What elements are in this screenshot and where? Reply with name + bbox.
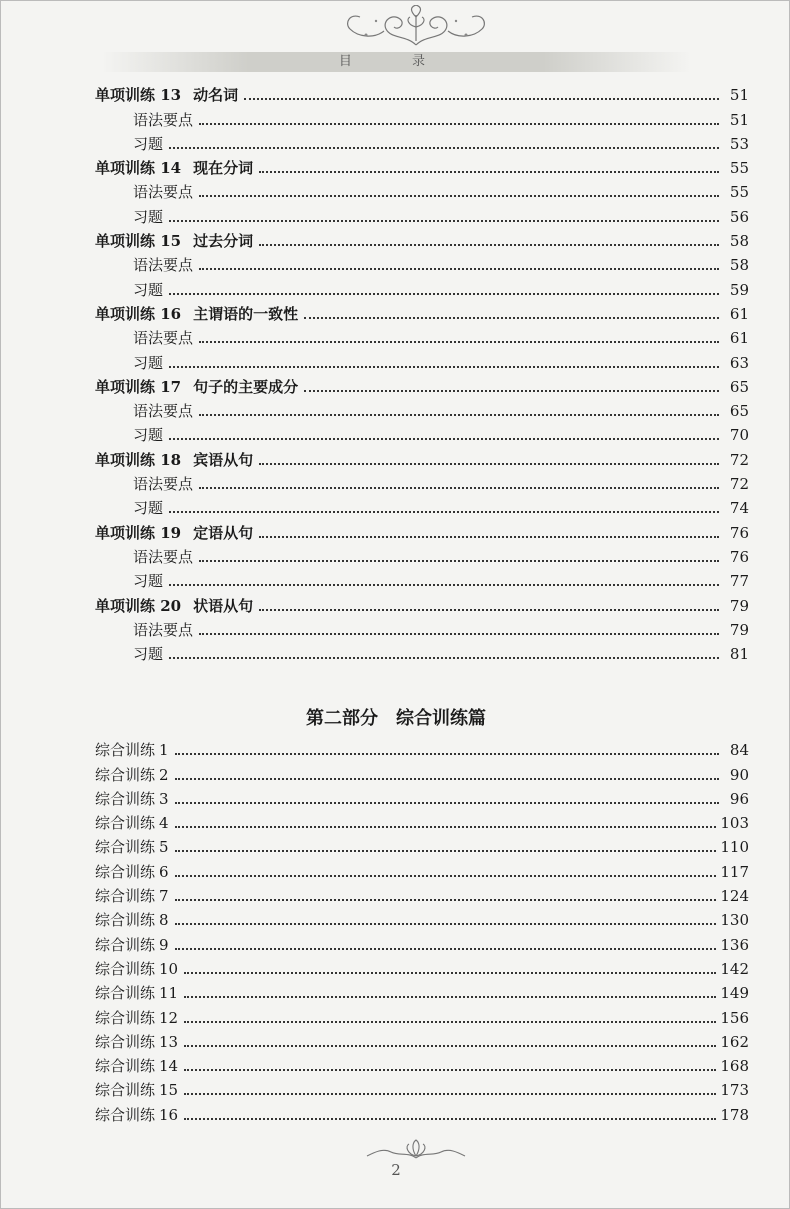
entry-label <box>95 765 169 785</box>
dot-leader <box>304 389 719 392</box>
entry-label <box>95 182 193 202</box>
dot-leader <box>184 971 716 974</box>
entry-title: 语法要点 <box>133 256 194 275</box>
toc-sub-row[interactable] <box>95 202 749 226</box>
dot-leader <box>184 995 716 998</box>
entry-label <box>95 498 163 518</box>
entry-number: 8 <box>159 911 169 930</box>
entry-number: 16 <box>159 1105 179 1124</box>
entry-label <box>95 158 253 178</box>
dot-leader <box>259 535 719 538</box>
entry-title: 语法要点 <box>133 620 194 639</box>
page-ref: 58 <box>729 232 749 251</box>
entry-label <box>95 377 298 397</box>
entry-label <box>95 401 193 421</box>
dot-leader <box>169 365 719 368</box>
page-ref: 65 <box>729 402 749 421</box>
entry-label <box>95 837 169 857</box>
entry-label <box>95 523 253 543</box>
entry-title: 过去分词 <box>193 232 254 251</box>
toc-unit-row[interactable] <box>95 518 749 542</box>
entry-label <box>95 547 193 567</box>
toc-sub-row[interactable] <box>95 348 749 372</box>
toc-sub-row[interactable] <box>95 397 749 421</box>
entry-label <box>95 862 169 882</box>
entry-number: 13 <box>159 1032 179 1051</box>
entry-number: 14 <box>159 1057 179 1076</box>
entry-prefix: 综合训练 <box>95 1032 156 1051</box>
dot-leader <box>175 874 717 877</box>
page-ref: 53 <box>729 134 749 153</box>
entry-label <box>95 425 163 445</box>
toc-sub-row[interactable] <box>95 105 749 129</box>
entry-number: 7 <box>159 887 169 906</box>
dot-leader <box>175 898 717 901</box>
entry-prefix: 综合训练 <box>95 862 156 881</box>
toc-comprehensive-row[interactable] <box>95 1028 749 1052</box>
toc-comprehensive-row[interactable] <box>95 1100 749 1124</box>
toc-comprehensive-row[interactable] <box>95 833 749 857</box>
entry-number: 10 <box>159 959 179 978</box>
dot-leader <box>175 801 719 804</box>
entry-label <box>95 935 169 955</box>
entry-prefix: 单项训练 <box>95 596 156 615</box>
toc-comprehensive-row[interactable] <box>95 1052 749 1076</box>
entry-title: 主谓语的一致性 <box>193 304 299 323</box>
entry-number: 13 <box>160 86 182 105</box>
entry-number: 19 <box>160 523 182 542</box>
entry-number: 20 <box>160 596 182 615</box>
entry-number: 6 <box>159 862 169 881</box>
entry-number: 4 <box>159 814 169 833</box>
entry-prefix: 综合训练 <box>95 741 156 760</box>
entry-title: 语法要点 <box>133 547 194 566</box>
page-ref: 173 <box>720 1081 749 1100</box>
entry-prefix: 综合训练 <box>95 814 156 833</box>
entry-prefix: 综合训练 <box>95 1057 156 1076</box>
page-ref: 149 <box>720 984 749 1003</box>
page-ref: 178 <box>720 1105 749 1124</box>
dot-leader <box>199 267 719 270</box>
dot-leader <box>175 777 719 780</box>
entry-label <box>95 353 163 373</box>
entry-label <box>95 983 178 1003</box>
entry-title: 习题 <box>133 207 164 226</box>
page-ref: 61 <box>729 329 749 348</box>
entry-label <box>95 886 169 906</box>
toc-sub-row[interactable] <box>95 616 749 640</box>
floral-scroll-ornament-icon <box>336 5 496 49</box>
toc-sub-row[interactable] <box>95 251 749 275</box>
entry-label <box>95 207 163 227</box>
entry-title: 习题 <box>133 645 164 664</box>
dot-leader <box>199 122 719 125</box>
page-ref: 56 <box>729 207 749 226</box>
dot-leader <box>199 486 719 489</box>
page-number: 2 <box>391 1161 401 1179</box>
dot-leader <box>175 825 717 828</box>
entry-title: 句子的主要成分 <box>193 377 299 396</box>
entry-title: 语法要点 <box>133 402 194 421</box>
toc-comprehensive-row[interactable] <box>95 882 749 906</box>
toc-unit-row[interactable] <box>95 300 749 324</box>
toc-unit-row[interactable] <box>95 591 749 615</box>
page-ref: 51 <box>729 110 749 129</box>
entry-number: 1 <box>159 741 169 760</box>
page-ref: 55 <box>729 159 749 178</box>
entry-label <box>95 813 169 833</box>
page-ref: 79 <box>729 596 749 615</box>
dot-leader <box>199 559 719 562</box>
toc-comprehensive-row[interactable] <box>95 979 749 1003</box>
entry-number: 15 <box>160 232 182 251</box>
toc-sub-row[interactable] <box>95 130 749 154</box>
dot-leader <box>169 146 719 149</box>
entry-prefix: 综合训练 <box>95 984 156 1003</box>
dot-leader <box>199 413 719 416</box>
toc-sub-row[interactable] <box>95 275 749 299</box>
dot-leader <box>199 632 719 635</box>
entry-title: 现在分词 <box>193 159 254 178</box>
entry-prefix: 单项训练 <box>95 523 156 542</box>
entry-title: 习题 <box>133 499 164 518</box>
page-ref: 74 <box>729 499 749 518</box>
toc-comprehensive-row[interactable] <box>95 1003 749 1027</box>
page-ref: 76 <box>729 523 749 542</box>
entry-label <box>95 450 253 470</box>
dot-leader <box>184 1020 716 1023</box>
dot-leader <box>169 510 719 513</box>
page-ref: 65 <box>729 377 749 396</box>
entry-number: 11 <box>159 984 179 1003</box>
dot-leader <box>199 340 719 343</box>
page-ref: 168 <box>720 1057 749 1076</box>
toc-sub-row[interactable] <box>95 421 749 445</box>
entry-prefix: 单项训练 <box>95 159 156 178</box>
page-ref: 79 <box>729 620 749 639</box>
toc-comprehensive-row[interactable] <box>95 906 749 930</box>
toc-sub-row[interactable] <box>95 494 749 518</box>
page-ref: 51 <box>729 86 749 105</box>
page-ref: 124 <box>720 887 749 906</box>
entry-title: 习题 <box>133 426 164 445</box>
entry-title: 语法要点 <box>133 183 194 202</box>
entry-prefix: 单项训练 <box>95 450 156 469</box>
entry-label <box>95 110 193 130</box>
page-ref: 59 <box>729 280 749 299</box>
toc-sub-row[interactable] <box>95 470 749 494</box>
page-ref: 110 <box>720 838 749 857</box>
entry-label <box>95 789 169 809</box>
toc-unit-row[interactable] <box>95 81 749 105</box>
entry-label <box>95 740 169 760</box>
dot-leader <box>259 462 719 465</box>
page-ref: 103 <box>720 814 749 833</box>
entry-number: 3 <box>159 789 169 808</box>
dot-leader <box>175 922 717 925</box>
entry-title: 语法要点 <box>133 110 194 129</box>
entry-prefix: 综合训练 <box>95 1105 156 1124</box>
dot-leader <box>199 194 719 197</box>
dot-leader <box>184 1117 716 1120</box>
page-ref: 76 <box>729 547 749 566</box>
entry-prefix: 综合训练 <box>95 959 156 978</box>
page-ref: 142 <box>720 959 749 978</box>
entry-prefix: 单项训练 <box>95 232 156 251</box>
entry-label <box>95 644 163 664</box>
entry-title: 习题 <box>133 280 164 299</box>
entry-title: 动名词 <box>193 86 239 105</box>
page-ref: 162 <box>720 1032 749 1051</box>
part-heading: 第二部分 综合训练篇 <box>306 708 486 729</box>
dot-leader <box>169 292 719 295</box>
page-ref: 156 <box>720 1008 749 1027</box>
entry-title: 语法要点 <box>133 475 194 494</box>
entry-number: 15 <box>159 1081 179 1100</box>
entry-label <box>95 328 193 348</box>
entry-title: 习题 <box>133 353 164 372</box>
entry-title: 语法要点 <box>133 329 194 348</box>
page-ref: 84 <box>729 741 749 760</box>
entry-number: 9 <box>159 935 169 954</box>
entry-number: 2 <box>159 765 169 784</box>
toc-comprehensive-row[interactable] <box>95 809 749 833</box>
toc-sub-row[interactable] <box>95 640 749 664</box>
page-ref: 55 <box>729 183 749 202</box>
entry-label <box>95 959 178 979</box>
page-ref: 72 <box>729 475 749 494</box>
entry-number: 12 <box>159 1008 179 1027</box>
entry-label <box>95 1056 178 1076</box>
page-ref: 136 <box>720 935 749 954</box>
dot-leader <box>259 243 719 246</box>
dot-leader <box>259 608 719 611</box>
toc-sub-row[interactable] <box>95 567 749 591</box>
entry-label <box>95 1032 178 1052</box>
entry-label <box>95 255 193 275</box>
entry-label <box>95 1080 178 1100</box>
dot-leader <box>169 656 719 659</box>
entry-label <box>95 280 163 300</box>
dot-leader <box>169 219 719 222</box>
toc-part-2 <box>95 736 749 1125</box>
page-ref: 96 <box>729 789 749 808</box>
page-ref: 72 <box>729 450 749 469</box>
toc-part-1 <box>95 81 749 664</box>
entry-title: 习题 <box>133 134 164 153</box>
toc-comprehensive-row[interactable] <box>95 930 749 954</box>
entry-prefix: 综合训练 <box>95 1008 156 1027</box>
toc-comprehensive-row[interactable] <box>95 955 749 979</box>
toc-sub-row[interactable] <box>95 543 749 567</box>
toc-comprehensive-row[interactable] <box>95 785 749 809</box>
toc-comprehensive-row[interactable] <box>95 760 749 784</box>
entry-label <box>95 910 169 930</box>
toc-unit-row[interactable] <box>95 154 749 178</box>
dot-leader <box>244 97 719 100</box>
entry-number: 14 <box>160 159 182 178</box>
entry-title: 习题 <box>133 572 164 591</box>
entry-number: 5 <box>159 838 169 857</box>
dot-leader <box>169 583 719 586</box>
page-ref: 63 <box>729 353 749 372</box>
toc-unit-row[interactable] <box>95 445 749 469</box>
entry-label <box>95 620 193 640</box>
page-ref: 130 <box>720 911 749 930</box>
dot-leader <box>184 1068 716 1071</box>
entry-label <box>95 134 163 154</box>
entry-prefix: 综合训练 <box>95 789 156 808</box>
entry-label <box>95 1105 178 1125</box>
entry-prefix: 综合训练 <box>95 838 156 857</box>
toc-sub-row[interactable] <box>95 178 749 202</box>
entry-prefix: 单项训练 <box>95 86 156 105</box>
entry-label <box>95 1008 178 1028</box>
dot-leader <box>175 947 717 950</box>
entry-label <box>95 304 298 324</box>
dot-leader <box>169 437 719 440</box>
toc-comprehensive-row[interactable] <box>95 857 749 881</box>
entry-label <box>95 571 163 591</box>
entry-number: 17 <box>160 377 182 396</box>
dot-leader <box>304 316 719 319</box>
entry-prefix: 单项训练 <box>95 304 156 323</box>
entry-prefix: 综合训练 <box>95 1081 156 1100</box>
dot-leader <box>259 170 719 173</box>
dot-leader <box>184 1092 716 1095</box>
toc-sub-row[interactable] <box>95 324 749 348</box>
entry-prefix: 单项训练 <box>95 377 156 396</box>
page-ref: 70 <box>729 426 749 445</box>
entry-label <box>95 85 238 105</box>
dot-leader <box>184 1044 716 1047</box>
entry-title: 定语从句 <box>193 523 254 542</box>
dot-leader <box>175 752 719 755</box>
entry-label <box>95 231 253 251</box>
toc-comprehensive-row[interactable] <box>95 1076 749 1100</box>
entry-prefix: 综合训练 <box>95 935 156 954</box>
page-ref: 81 <box>729 645 749 664</box>
toc-unit-row[interactable] <box>95 373 749 397</box>
entry-prefix: 综合训练 <box>95 911 156 930</box>
entry-title: 状语从句 <box>193 596 254 615</box>
entry-label <box>95 474 193 494</box>
page-ref: 77 <box>729 572 749 591</box>
entry-prefix: 综合训练 <box>95 765 156 784</box>
page-ref: 61 <box>729 304 749 323</box>
entry-label <box>95 596 253 616</box>
entry-number: 16 <box>160 304 182 323</box>
entry-number: 18 <box>160 450 182 469</box>
toc-title: 目 录 <box>101 52 691 72</box>
page-ref: 117 <box>720 862 749 881</box>
entry-title: 宾语从句 <box>193 450 254 469</box>
toc-unit-row[interactable] <box>95 227 749 251</box>
page-ref: 58 <box>729 256 749 275</box>
toc-comprehensive-row[interactable] <box>95 736 749 760</box>
dot-leader <box>175 849 717 852</box>
page-ref: 90 <box>729 765 749 784</box>
entry-prefix: 综合训练 <box>95 887 156 906</box>
